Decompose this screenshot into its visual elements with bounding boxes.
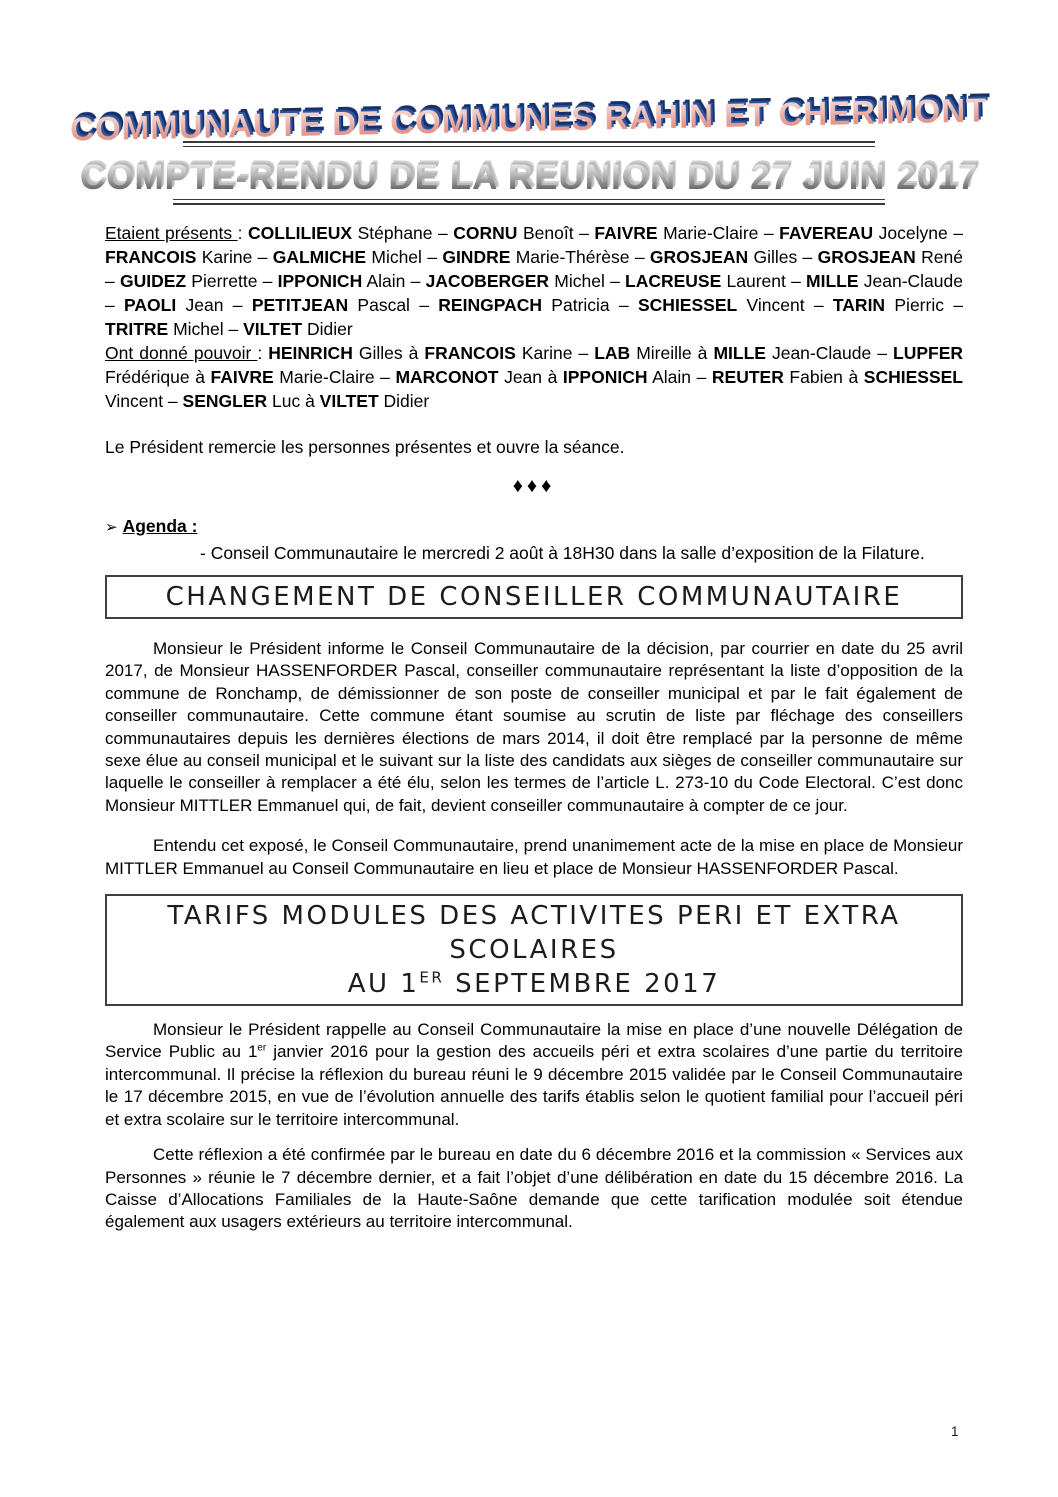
main-title-row (0, 91, 1058, 148)
section-heading-2-line-1: TARIFS MODULES DES ACTIVITES PERI ET EXTRA SCOLAIRES (167, 901, 901, 966)
section-heading-1: CHANGEMENT DE CONSEILLER COMMUNAUTAIRE (165, 582, 903, 612)
main-title-wordart: COMMUNAUTE DE COMMUNES RAHIN ET CHERIMONT (66, 87, 992, 147)
attendance-powers-paragraph: Ont donné pouvoir : HEINRICH Gilles à FRANCOIS Karine – LAB Mireille à MILLE Jean-Claude – LUPFER Frédérique à FAIVRE Marie-Claire – MARCONOT Jean à IPPONICH Alain – REUTER Fabien à SCHIESSEL Vincent – SENGLER Luc à VILTET Didier (105, 343, 963, 411)
document-header (0, 0, 1058, 205)
section2-paragraph-2: Cette réflexion a été confirmée par le bureau en date du 6 décembre 2016 et la commission « Services aux Personnes » réunie le 7 décembre dernier, et a fait l’objet d’une délibération en date du 15 décembre 2016. La Caisse d’Allocations Familiales de la Haute-Saône demande que cette tarification modulée soit étendue également aux usagers extérieurs au territoire intercommunal. (105, 1145, 963, 1232)
section2-paragraph-1: Monsieur le Président rappelle au Conseil Communautaire la mise en place d’une nouvelle Délégation de Service Public au 1er janvier 2016 pour la gestion des accueils péri et extra scolaires d’une partie du territoire intercommunal. Il précise la réflexion du bureau réuni le 9 décembre 2015 validée par le Conseil Communautaire le 17 décembre 2015, en vue de l’évolution annuelle des tarifs établis selon le quotient familial pour l’accueil péri et extra scolaire sur le territoire intercommunal. (105, 1020, 963, 1129)
section-heading-box-2 (105, 894, 963, 1006)
page-number: 1 (951, 1424, 959, 1439)
subtitle-row (0, 155, 1058, 197)
agenda-heading (105, 514, 963, 540)
section-heading-2-line-2: AU 1ER SEPTEMBRE 2017 (347, 968, 721, 1000)
attendance-present-paragraph: Etaient présents : COLLILIEUX Stéphane – CORNU Benoît – FAIVRE Marie-Claire – FAVEREAU Jocelyne – FRANCOIS Karine – GALMICHE Michel – GINDRE Marie-Thérèse – GROSJEAN Gilles – GROSJEAN René – GUIDEZ Pierrette – IPPONICH Alain – JACOBERGER Michel – LACREUSE Laurent – MILLE Jean-Claude – PAOLI Jean – PETITJEAN Pascal – REINGPACH Patricia – SCHIESSEL Vincent – TARIN Pierric – TRITRE Michel – VILTET Didier (105, 223, 963, 339)
section1-paragraph-1: Monsieur le Président informe le Conseil Communautaire de la décision, par courrier en date du 25 avril 2017, de Monsieur HASSENFORDER Pascal, conseiller communautaire représentant la liste d’opposition de la commune de Ronchamp, de démissionner de son poste de conseiller municipal et par le fait également de conseiller communautaire. Cette commune étant soumise au scrutin de liste par fléchage des conseillers communautaires depuis les dernières élections de mars 2014, il doit être remplacé par la personne de même sexe élue au conseil municipal et le suivant sur la liste des candidats aux sièges de conseiller communautaire sur laquelle le conseiller à remplacer a été élu, selon les termes de l’article L. 273-10 du Code Electoral. C’est donc Monsieur MITTLER Emmanuel qui, de fait, devient conseiller communautaire à compter de ce jour. (105, 639, 963, 815)
section-heading-box-1 (105, 575, 963, 619)
opening-remark: Le Président remercie les personnes présentes et ouvre la séance. (105, 437, 625, 457)
arrow-bullet-icon: ➢ (105, 519, 118, 536)
section1-paragraph-2: Entendu cet exposé, le Conseil Communautaire, prend unanimement acte de la mise en place de Monsieur MITTLER Emmanuel au Conseil Communautaire en lieu et place de Monsieur HASSENFORDER Pascal. (105, 836, 963, 878)
diamonds-separator-icon: ♦♦♦ (512, 475, 556, 497)
document-body (105, 221, 963, 1234)
agenda-item: - Conseil Communautaire le mercredi 2 août à 18H30 dans la salle d’exposition de la Filature. (200, 543, 925, 563)
subtitle-underline (173, 199, 885, 205)
agenda-label: Agenda : (122, 516, 198, 536)
subtitle-wordart: COMPTE-RENDU DE LA REUNION DU 27 JUIN 2017 (76, 155, 982, 197)
